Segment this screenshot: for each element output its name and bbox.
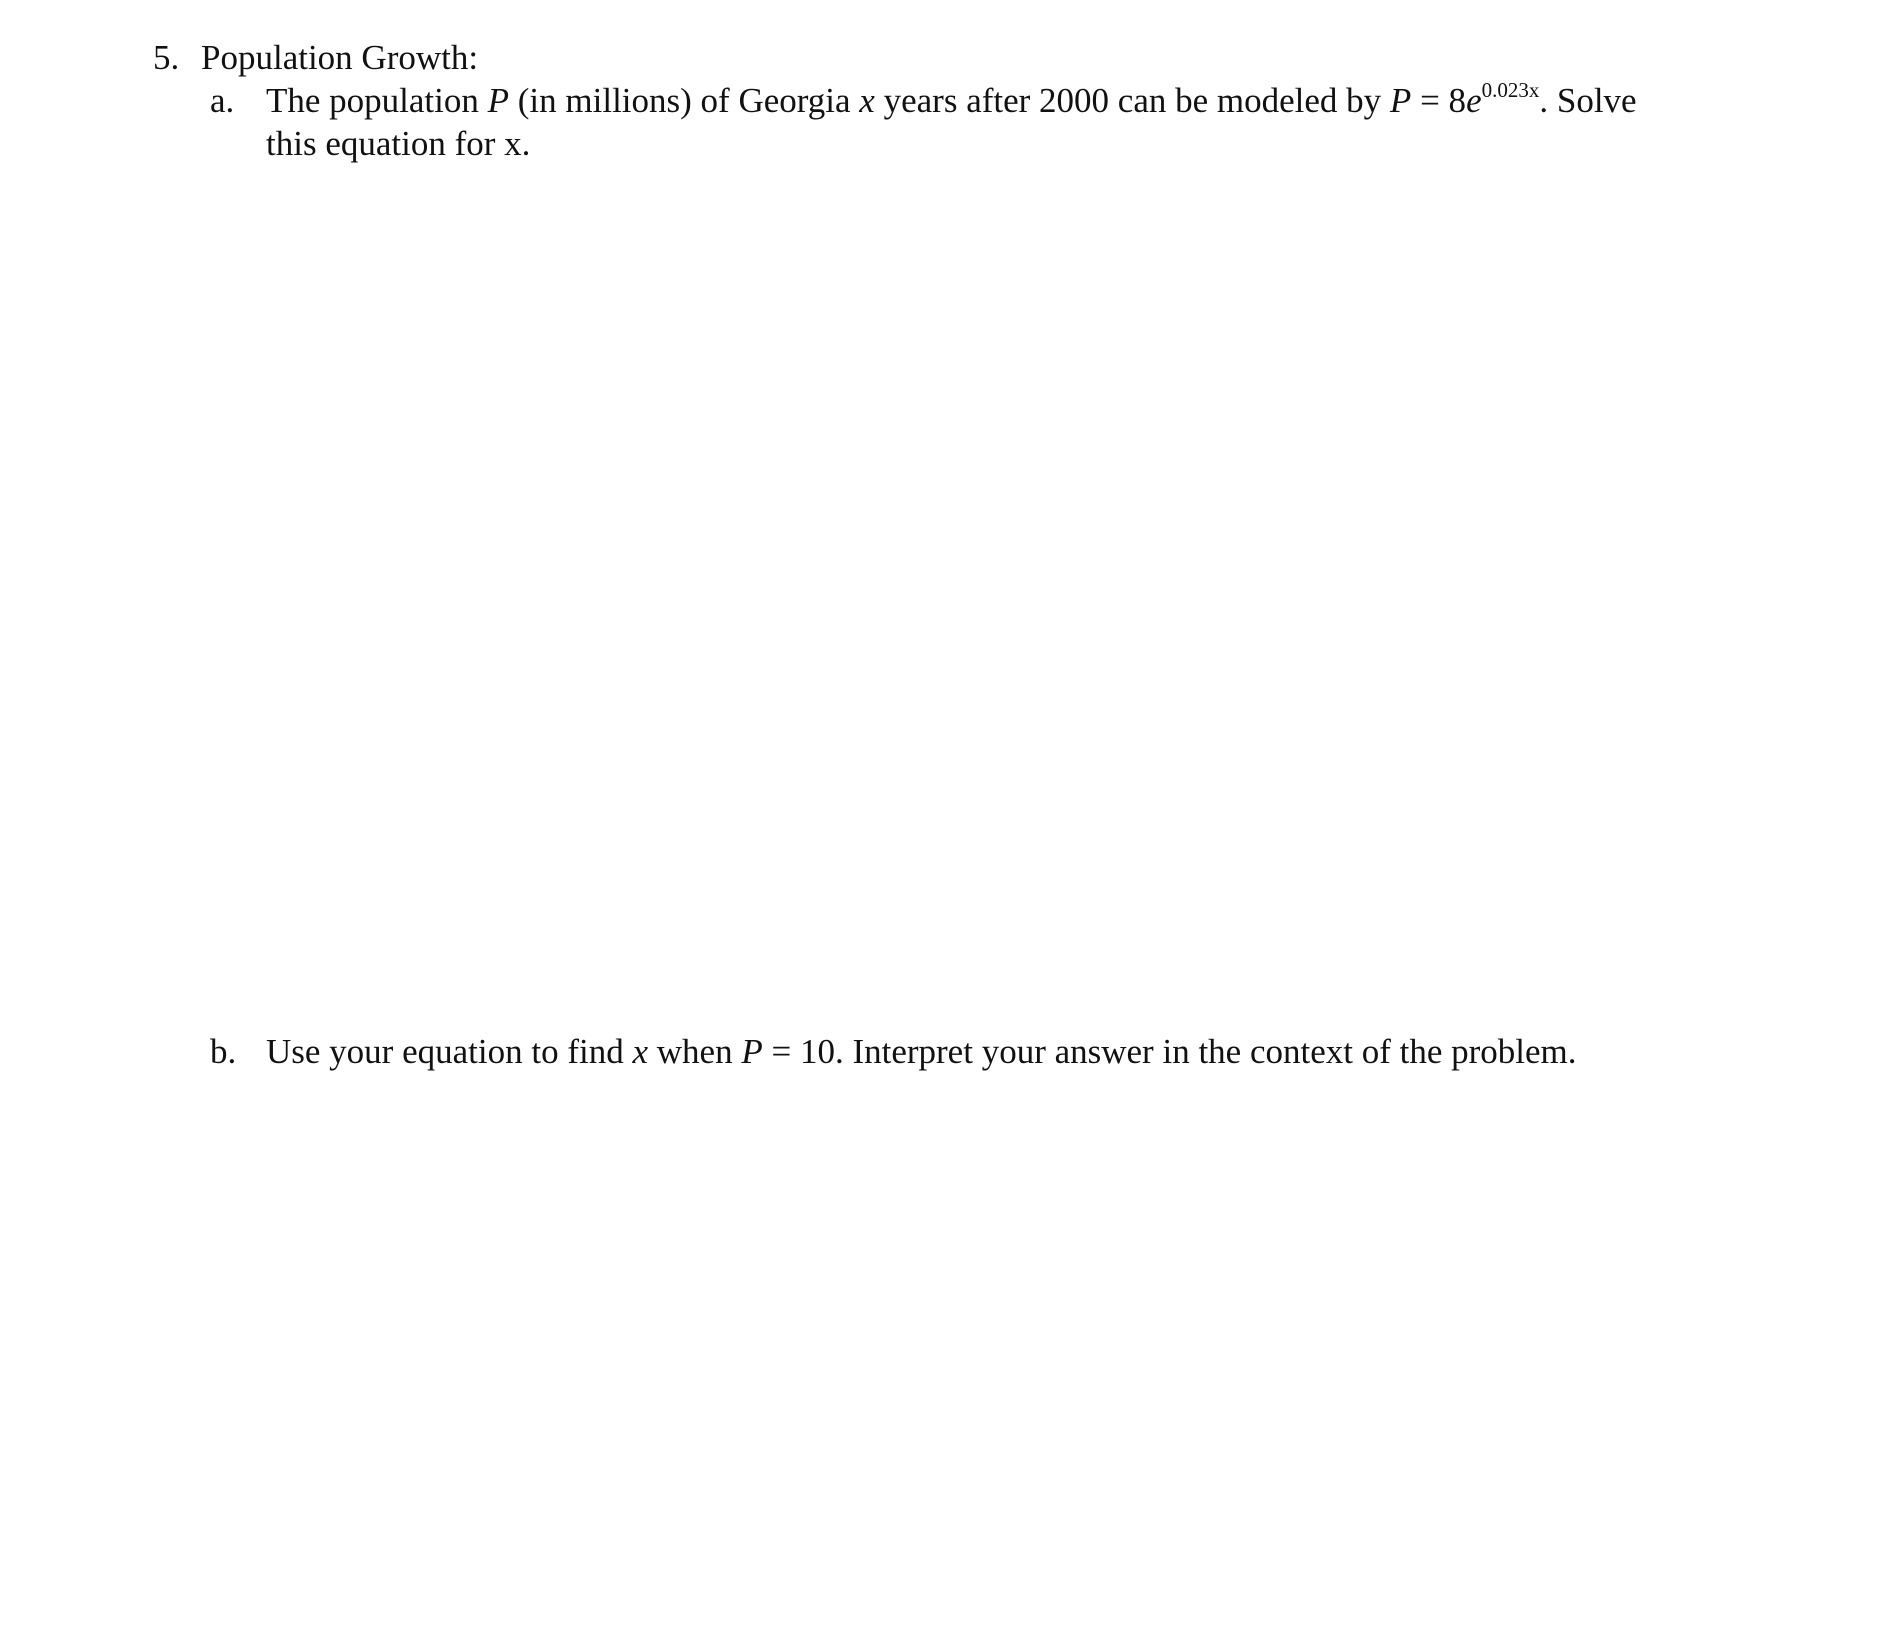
part-a-text-2: (in millions) of Georgia <box>509 81 860 120</box>
equation-equals: = 8 <box>1411 81 1467 120</box>
problem-5 <box>153 36 1773 1071</box>
equation-p: P <box>1389 81 1412 120</box>
part-b-label: b. <box>210 1032 237 1071</box>
problem-title: Population Growth: <box>201 38 479 77</box>
part-a-text-4: . Solve <box>1539 81 1637 120</box>
part-a <box>153 79 1773 165</box>
part-a-var-x: x <box>859 81 875 120</box>
part-a-line-1 <box>266 79 1773 122</box>
equation-exponent: 0.023x <box>1481 78 1540 102</box>
part-b-var-x: x <box>632 1032 649 1071</box>
part-b-text-2: when <box>648 1032 742 1071</box>
part-a-text-1: The population <box>266 81 488 120</box>
part-b-var-p: P <box>741 1032 763 1071</box>
part-a-text-3: years after 2000 can be modeled by <box>874 81 1390 120</box>
problem-number: 5. <box>153 38 180 77</box>
part-b-text-1: Use your equation to find <box>266 1032 633 1071</box>
part-b-text-3: = 10. Interpret your answer in the context of the problem. <box>762 1032 1577 1071</box>
part-a-label: a. <box>210 81 235 120</box>
part-b <box>153 1030 1577 1073</box>
problem-heading <box>153 36 1773 79</box>
equation-e: e <box>1466 81 1482 120</box>
part-a-line-2: this equation for x. <box>266 124 531 163</box>
part-a-var-p: P <box>487 81 510 120</box>
